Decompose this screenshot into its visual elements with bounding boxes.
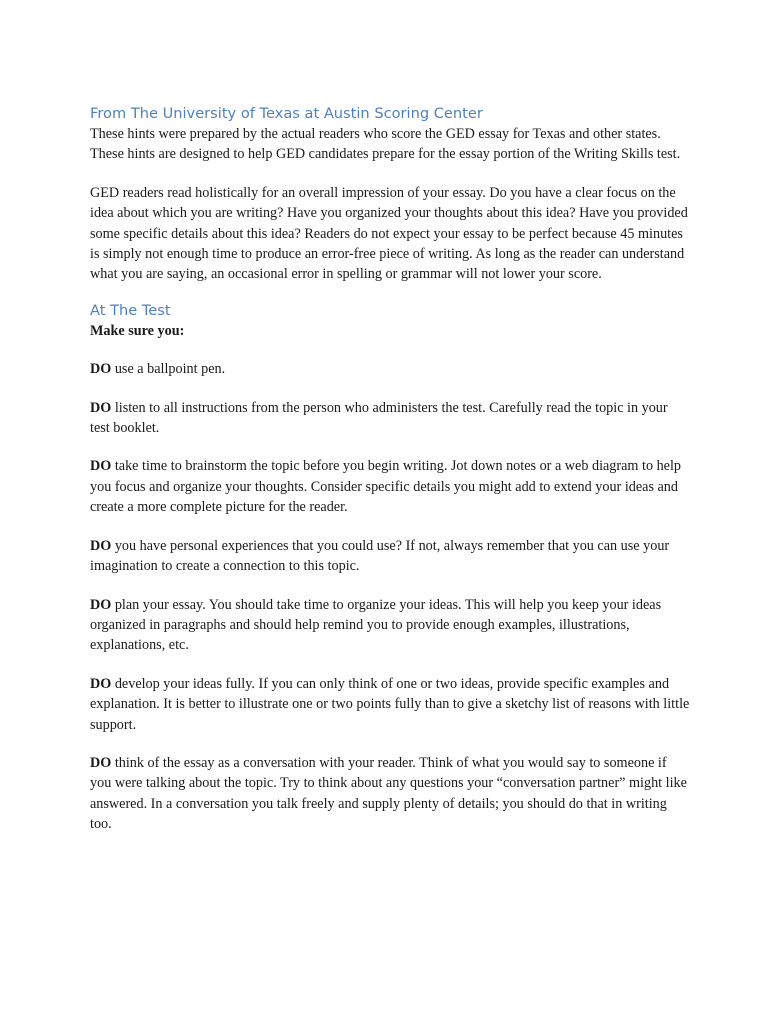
do-item-experiences	[90, 536, 690, 577]
do-item-text: develop your ideas fully. If you can only think of one or two ideas, provide specific examples and explanation. It is better to illustrate one or two points fully than to give a sketchy list of reasons with little support.	[90, 675, 690, 733]
do-item-instructions	[90, 398, 690, 439]
do-label: DO	[90, 537, 112, 554]
do-item-text: you have personal experiences that you could use? If not, always remember that you can use your imagination to create a connection to this topic.	[90, 537, 670, 575]
do-label: DO	[90, 399, 112, 416]
do-item-develop	[90, 674, 690, 735]
do-item-text: use a ballpoint pen.	[111, 361, 226, 378]
do-item-plan	[90, 595, 690, 656]
do-item-ballpoint	[90, 359, 690, 379]
do-label: DO	[90, 754, 112, 771]
do-label: DO	[90, 596, 112, 613]
intro-paragraph: These hints were prepared by the actual readers who score the GED essay for Texas and other states. These hints are designed to help GED candidates prepare for the essay portion of the Writing Skills test.	[90, 126, 681, 163]
do-item-text: listen to all instructions from the person who administers the test. Carefully read the topic in your test booklet.	[90, 399, 668, 437]
document-page	[90, 104, 690, 835]
do-label: DO	[90, 361, 112, 378]
do-item-text: take time to brainstorm the topic before you begin writing. Jot down notes or a web diagram to help you focus and organize your thoughts. Consider specific details you might add to extend your ideas and create a more complete picture for the reader.	[90, 458, 682, 516]
do-item-text: plan your essay. You should take time to organize your ideas. This will help you keep your ideas organized in paragraphs and should help remind you to provide enough examples, illustrations, explanations, etc.	[90, 596, 662, 654]
section-heading-scoring-center: From The University of Texas at Austin Scoring Center	[90, 105, 483, 122]
make-sure-label: Make sure you:	[90, 322, 185, 339]
section-heading-at-the-test: At The Test	[90, 301, 171, 319]
do-item-conversation	[90, 753, 690, 835]
do-item-brainstorm	[90, 456, 690, 517]
do-label: DO	[90, 458, 112, 475]
do-item-text: think of the essay as a conversation with your reader. Think of what you would say to someone if you were talking about the topic. Try to think about any questions your “conversation partner” might like answered. In a conversation you talk freely and supply plenty of details; you should do that in writing too.	[90, 754, 687, 833]
holistic-reading-paragraph: GED readers read holistically for an overall impression of your essay. Do you have a clear focus on the idea about which you are writing? Have you organized your thoughts about this idea? Have you provided some specific details about this idea? Readers do not expect your essay to be perfect because 45 minutes is simply not enough time to produce an error-free piece of writing. As long as the reader can understand what you are saying, an occasional error in spelling or grammar will not lower your score.	[90, 184, 688, 283]
do-label: DO	[90, 675, 112, 692]
